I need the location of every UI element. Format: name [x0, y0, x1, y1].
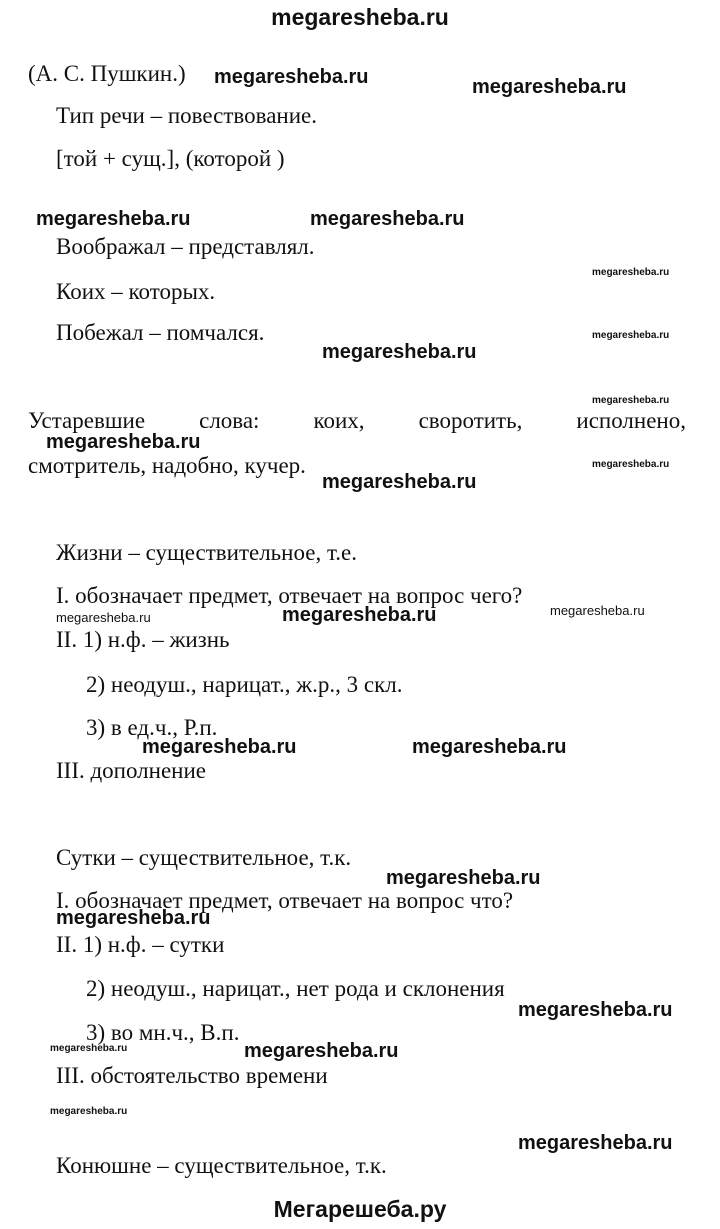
analysis-point: III. дополнение — [56, 758, 207, 783]
watermark: megaresheba.ru — [386, 867, 541, 889]
watermark: megaresheba.ru — [592, 459, 670, 470]
analysis-subpoint: 3) во мн.ч., В.п. — [86, 1020, 240, 1045]
analysis-title: Конюшне – существительное, т.к. — [56, 1153, 387, 1178]
watermark: megaresheba.ru — [550, 603, 645, 618]
watermark: megaresheba.ru — [412, 736, 567, 758]
analysis-title: Сутки – существительное, т.к. — [56, 845, 352, 870]
synonym-line: Коих – которых. — [56, 279, 216, 304]
archaisms-line-1 — [28, 409, 686, 432]
speech-type-line: Тип речи – повествование. — [56, 103, 317, 128]
archaism-word: слова: — [199, 408, 260, 433]
watermark: megaresheba.ru — [518, 999, 673, 1021]
watermark: megaresheba.ru — [592, 395, 670, 406]
watermark: megaresheba.ru — [142, 736, 297, 758]
watermark: megaresheba.ru — [56, 907, 211, 929]
watermark: megaresheba.ru — [282, 604, 437, 626]
analysis-subpoint: 2) неодуш., нарицат., нет рода и склонения — [86, 976, 505, 1001]
watermark: megaresheba.ru — [322, 471, 477, 493]
archaism-word: коих, — [313, 408, 365, 433]
archaism-word: Устаревшие — [28, 408, 146, 433]
watermark: megaresheba.ru — [36, 208, 191, 230]
watermark: megaresheba.ru — [592, 330, 670, 341]
analysis-point: III. обстоятельство времени — [56, 1063, 328, 1088]
synonym-line: Воображал – представлял. — [56, 234, 315, 259]
analysis-subpoint: 3) в ед.ч., Р.п. — [86, 715, 218, 740]
watermark: megaresheba.ru — [322, 341, 477, 363]
archaisms-line-2: смотритель, надобно, кучер. — [28, 453, 306, 478]
watermark: megaresheba.ru — [518, 1132, 673, 1154]
archaism-word: своротить, — [418, 408, 523, 433]
analysis-title: Жизни – существительное, т.е. — [56, 540, 357, 565]
watermark: megaresheba.ru — [50, 1106, 128, 1117]
header-site: megaresheba.ru — [271, 4, 449, 30]
archaism-word: исполнено, — [576, 408, 686, 433]
analysis-point: I. обозначает предмет, отвечает на вопрос чего? — [56, 583, 523, 608]
sentence-scheme: [той + сущ.], (которой ) — [56, 146, 285, 171]
analysis-subpoint: 2) неодуш., нарицат., ж.р., 3 скл. — [86, 672, 403, 697]
watermark: megaresheba.ru — [214, 66, 369, 88]
watermark: megaresheba.ru — [310, 208, 465, 230]
watermark: megaresheba.ru — [50, 1043, 128, 1054]
watermark: megaresheba.ru — [46, 431, 201, 453]
author-line: (А. С. Пушкин.) — [28, 61, 186, 86]
watermark: megaresheba.ru — [244, 1040, 399, 1062]
footer-site: Мегарешеба.ру — [273, 1196, 447, 1222]
analysis-point: II. 1) н.ф. – жизнь — [56, 627, 230, 652]
watermark: megaresheba.ru — [592, 267, 670, 278]
analysis-point: II. 1) н.ф. – сутки — [56, 932, 225, 957]
watermark: megaresheba.ru — [56, 610, 151, 625]
watermark: megaresheba.ru — [472, 76, 627, 98]
analysis-point: I. обозначает предмет, отвечает на вопрос что? — [56, 888, 514, 913]
synonym-line: Побежал – помчался. — [56, 320, 265, 345]
